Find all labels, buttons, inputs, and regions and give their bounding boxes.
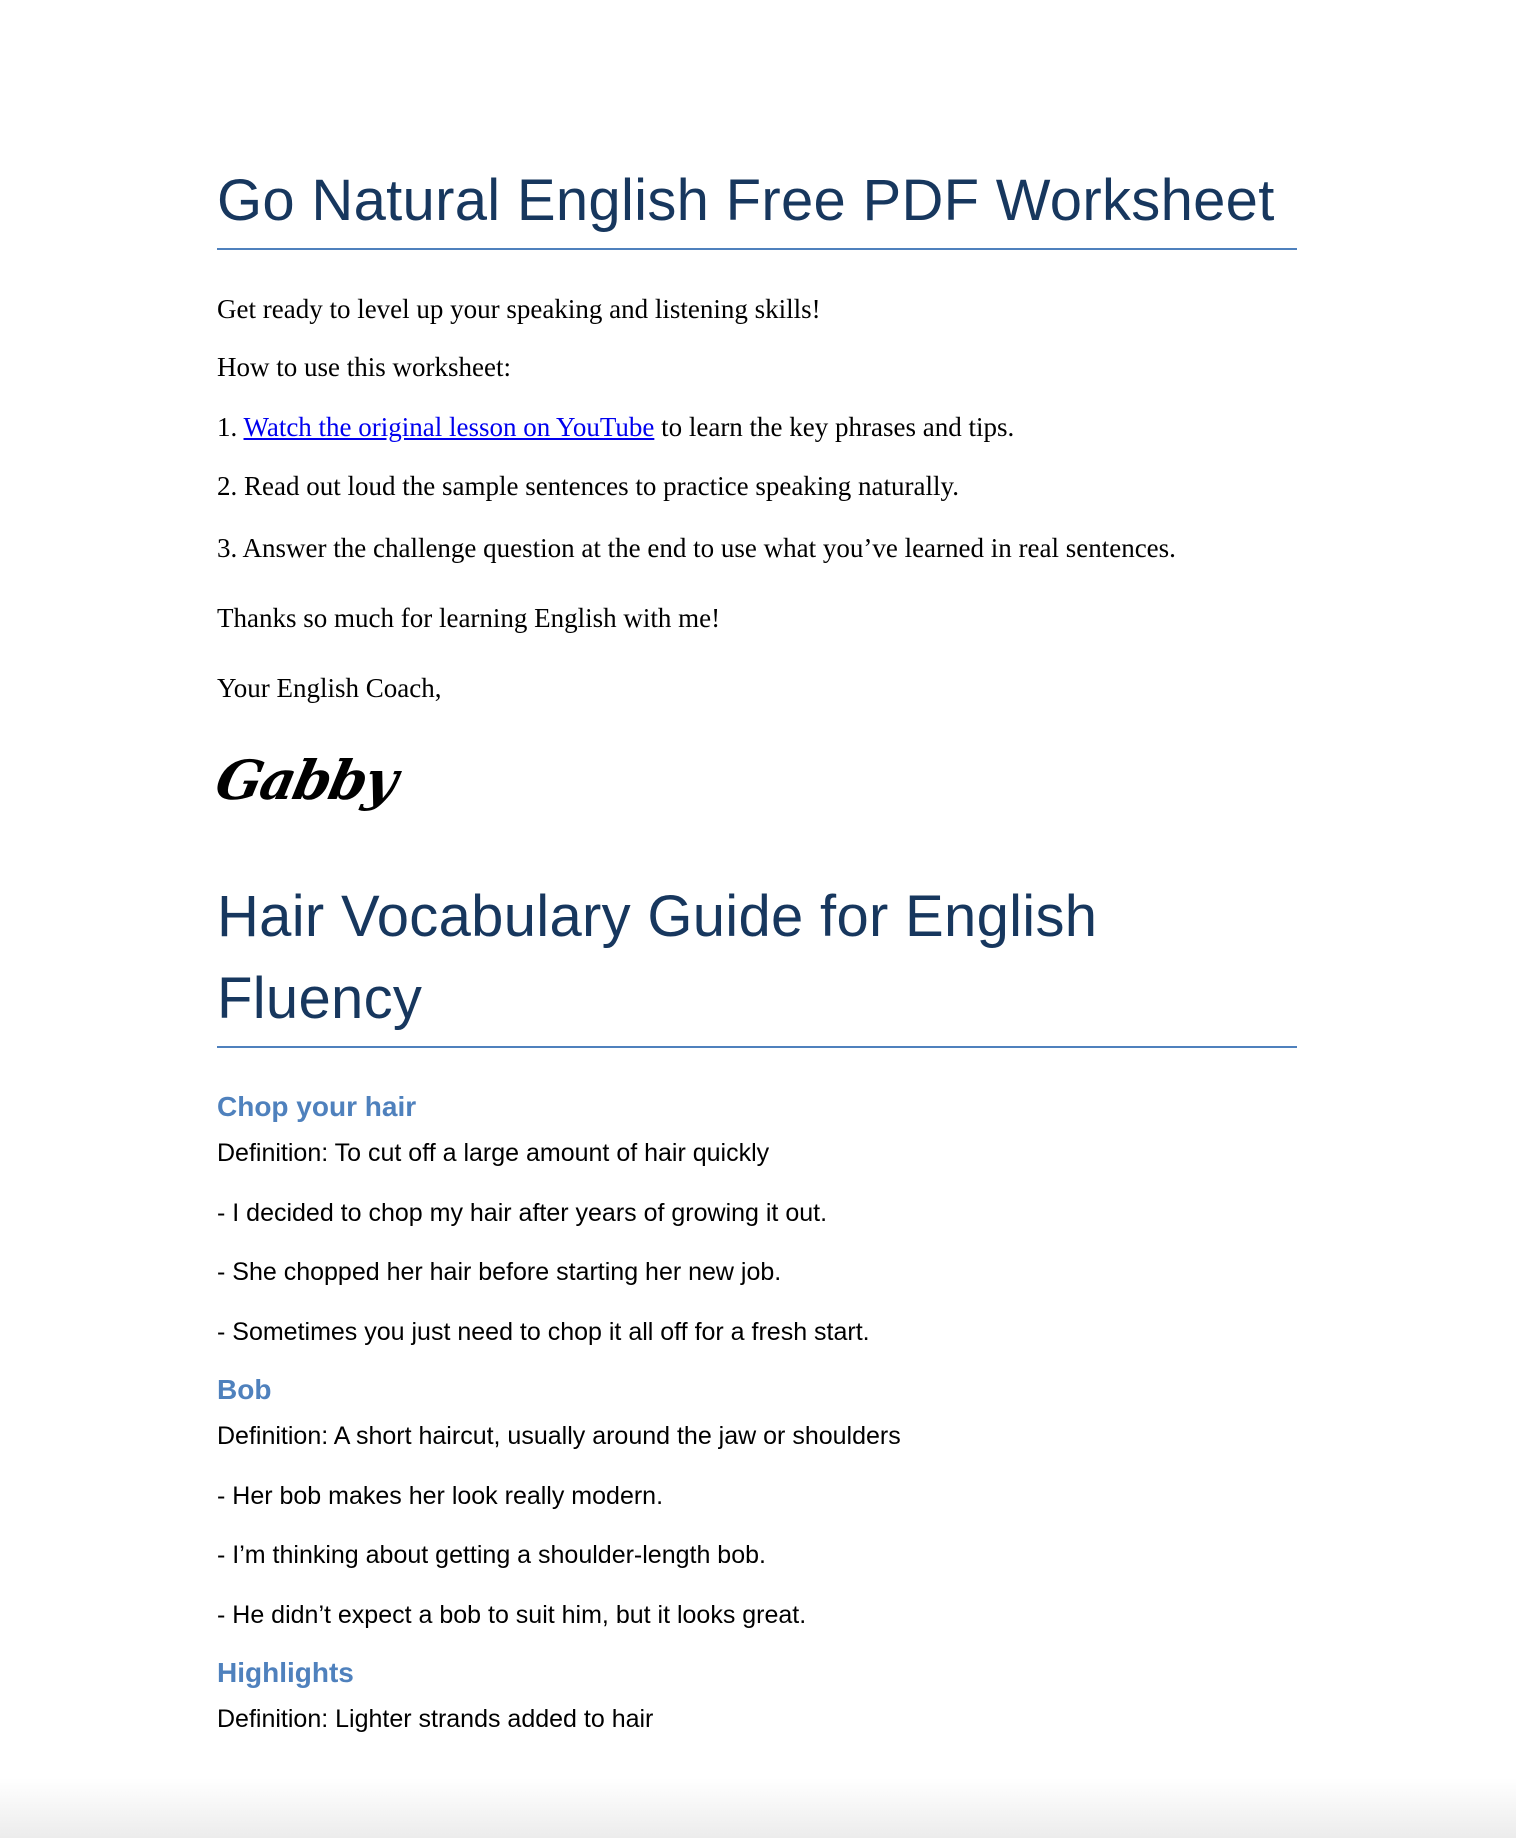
term-definition: Definition: A short haircut, usually around the jaw or shoulders	[217, 1422, 901, 1450]
term-definition: Definition: To cut off a large amount of hair quickly	[217, 1139, 770, 1167]
guide-title-line-2: Fluency	[217, 966, 423, 1031]
page-bottom-fade	[0, 1778, 1516, 1838]
term-heading: Highlights	[217, 1657, 354, 1688]
closing-line: Your English Coach,	[217, 673, 442, 703]
example-sentence: - Sometimes you just need to chop it all off for a fresh start.	[217, 1318, 870, 1346]
guide-title	[217, 876, 1297, 1048]
example-sentence: - Her bob makes her look really modern.	[217, 1482, 664, 1510]
guide-title-line-1: Hair Vocabulary Guide for English	[217, 884, 1098, 949]
term-definition: Definition: Lighter strands added to hair	[217, 1705, 654, 1733]
how-to-label: How to use this worksheet:	[217, 352, 511, 382]
step-3: 3. Answer the challenge question at the end to use what you’ve learned in real sentences.	[217, 533, 1176, 563]
example-sentence: - He didn’t expect a bob to suit him, but it looks great.	[217, 1601, 807, 1629]
worksheet-title: Go Natural English Free PDF Worksheet	[217, 160, 1297, 250]
example-sentence: - I’m thinking about getting a shoulder-length bob.	[217, 1541, 766, 1569]
term-heading: Bob	[217, 1374, 272, 1405]
example-sentence: - She chopped her hair before starting her new job.	[217, 1258, 782, 1286]
step-2: 2. Read out loud the sample sentences to practice speaking naturally.	[217, 471, 960, 501]
thanks-line: Thanks so much for learning English with me!	[217, 603, 721, 633]
example-sentence: - I decided to chop my hair after years of growing it out.	[217, 1199, 828, 1227]
step-1-number: 1.	[217, 412, 244, 442]
signature: Gabby	[210, 748, 402, 812]
step-1	[217, 410, 1014, 444]
term-heading: Chop your hair	[217, 1091, 417, 1122]
step-1-text: to learn the key phrases and tips.	[654, 412, 1015, 442]
youtube-lesson-link[interactable]: Watch the original lesson on YouTube	[243, 412, 655, 442]
intro-line: Get ready to level up your speaking and listening skills!	[217, 294, 821, 324]
